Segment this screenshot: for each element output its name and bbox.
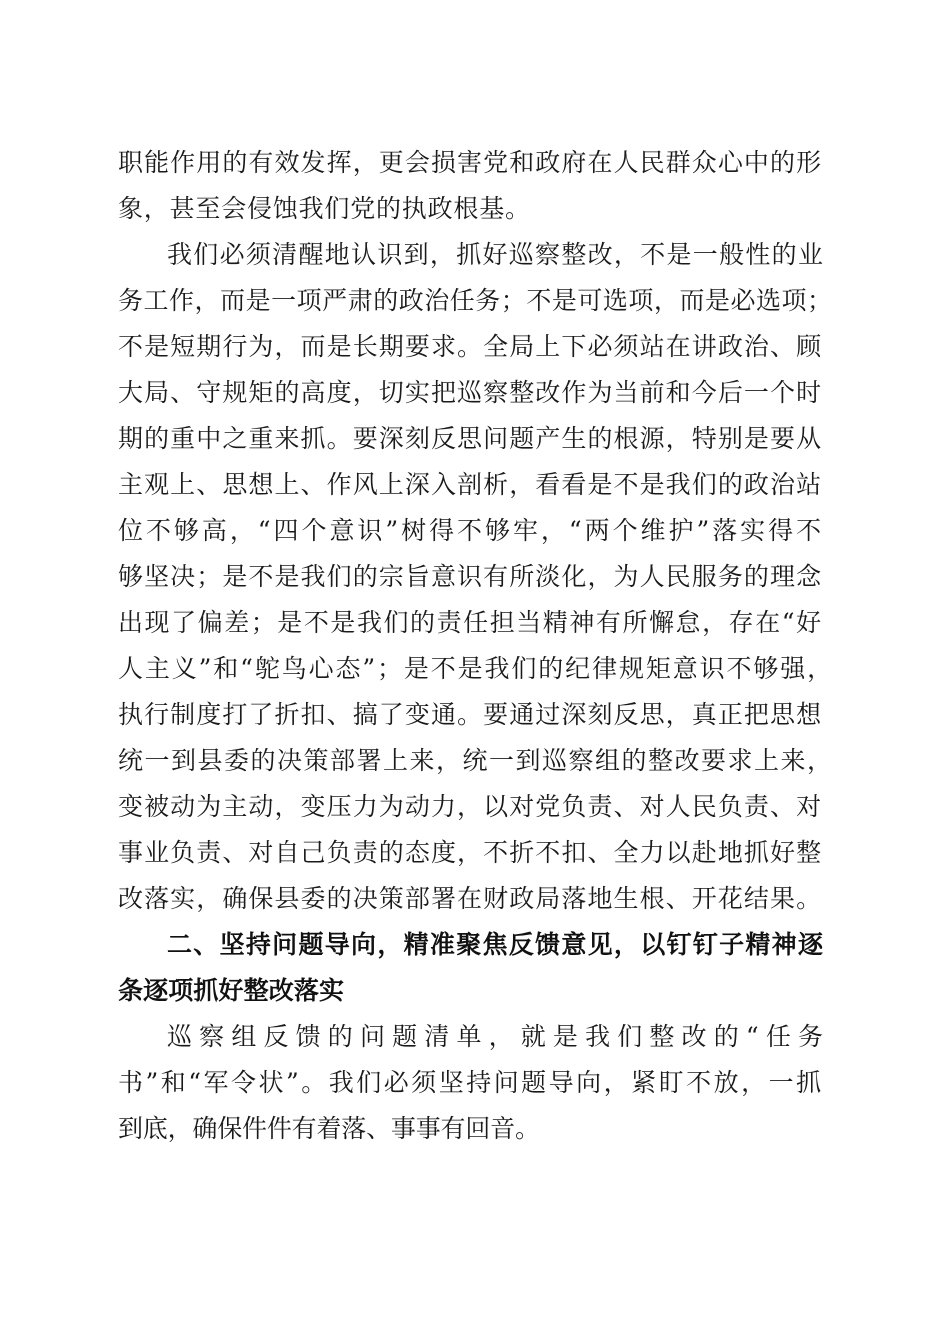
- paragraph-line: [0, 1061, 950, 1105]
- paragraph-line: [0, 509, 950, 553]
- line-text: 我们必须清醒地认识到，抓好巡察整改，不是一般性的业: [167, 240, 825, 269]
- line-text: 象，甚至会侵蚀我们党的执政根基。: [118, 194, 531, 223]
- section-heading-line: [0, 969, 950, 1013]
- paragraph-line: [0, 601, 950, 645]
- line-text: 期的重中之重来抓。要深刻反思问题产生的根源，特别是要从: [118, 424, 823, 453]
- paragraph-line: [0, 371, 950, 415]
- paragraph-line: [0, 739, 950, 783]
- line-text: 事业负责、对自己负责的态度，不折不扣、全力以赴地抓好整: [118, 838, 823, 867]
- line-text: 书”和“军令状”。我们必须坚持问题导向，紧盯不放，一抓: [118, 1068, 824, 1097]
- paragraph-line: [0, 555, 950, 599]
- line-text: 务工作，而是一项严肃的政治任务；不是可选项，而是必选项；: [118, 286, 833, 315]
- line-text: 位不够高，“四个意识”树得不够牢，“两个维护”落实得不: [118, 516, 825, 545]
- paragraph-line: [0, 417, 950, 461]
- line-text: 执行制度打了折扣、搞了变通。要通过深刻反思，真正把思想: [118, 700, 823, 729]
- paragraph-line: [0, 831, 950, 875]
- line-text: 出现了偏差；是不是我们的责任担当精神有所懈怠，存在“好: [118, 608, 823, 637]
- line-text: 到底，确保件件有着落、事事有回音。: [118, 1114, 540, 1143]
- paragraph-line: [0, 1015, 950, 1059]
- line-text: 主观上、思想上、作风上深入剖析，看看是不是我们的政治站: [118, 470, 823, 499]
- paragraph-line: [0, 187, 950, 231]
- line-text: 巡察组反馈的问题清单，就是我们整改的“任务: [167, 1022, 831, 1051]
- line-text: 不是短期行为，而是长期要求。全局上下必须站在讲政治、顾: [118, 332, 823, 361]
- line-text: 统一到县委的决策部署上来，统一到巡察组的整改要求上来，: [118, 746, 834, 775]
- paragraph-line: [0, 463, 950, 507]
- line-text: 改落实，确保县委的决策部署在财政局落地生根、开花结果。: [118, 884, 823, 913]
- section-heading-line: [0, 923, 950, 967]
- paragraph-line: [0, 647, 950, 691]
- paragraph-line: [0, 1107, 950, 1151]
- paragraph-line: [0, 233, 950, 277]
- line-text: 变被动为主动，变压力为动力，以对党负责、对人民负责、对: [118, 792, 823, 821]
- line-text: 职能作用的有效发挥，更会损害党和政府在人民群众心中的形: [118, 148, 823, 177]
- line-text: 人主义”和“鸵鸟心态”；是不是我们的纪律规矩意识不够强，: [118, 654, 834, 683]
- paragraph-line: [0, 877, 950, 921]
- paragraph-line: [0, 693, 950, 737]
- paragraph-line: [0, 141, 950, 185]
- paragraph-line: [0, 785, 950, 829]
- section-heading-text: 条逐项抓好整改落实: [118, 976, 345, 1005]
- section-heading-text: 二、坚持问题导向，精准聚焦反馈意见，以钉钉子精神逐: [167, 930, 825, 959]
- line-text: 够坚决；是不是我们的宗旨意识有所淡化，为人民服务的理念: [118, 562, 823, 591]
- paragraph-line: [0, 279, 950, 323]
- line-text: 大局、守规矩的高度，切实把巡察整改作为当前和今后一个时: [118, 378, 823, 407]
- paragraph-line: [0, 325, 950, 369]
